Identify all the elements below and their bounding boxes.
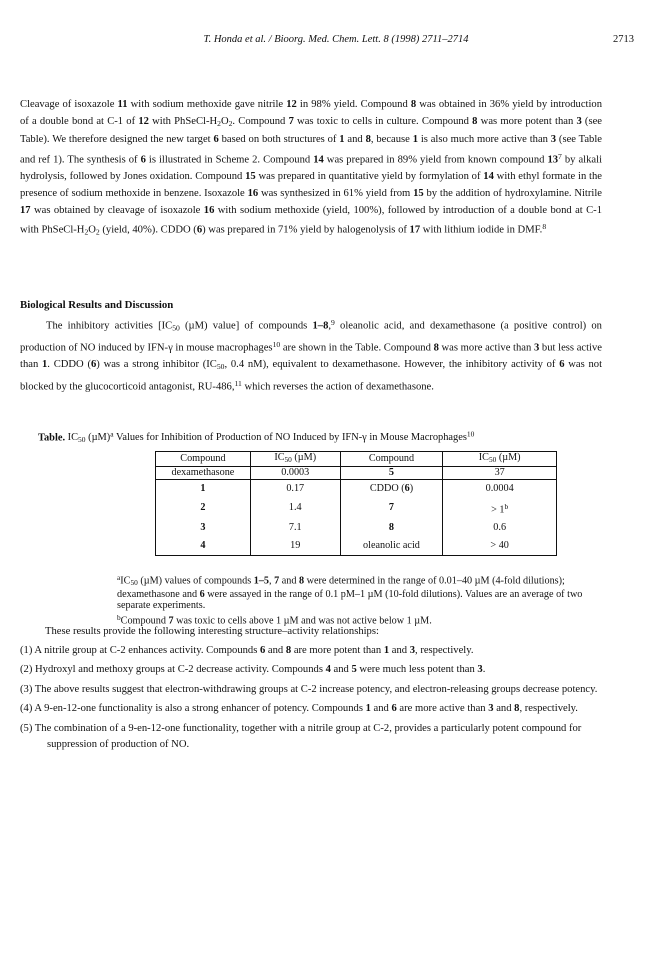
table-row bbox=[156, 498, 557, 519]
findings-list bbox=[20, 643, 602, 756]
table-cell: 0.6 bbox=[443, 519, 557, 537]
table-cell: 8 bbox=[340, 519, 443, 537]
column-header: $IC_{50}$ (µM) bbox=[443, 452, 557, 467]
column-header: $IC_{50}$ (µM) bbox=[250, 452, 340, 467]
table-cell: 2 bbox=[156, 498, 251, 519]
table-cell: oleanolic acid bbox=[340, 537, 443, 556]
table-footnotes bbox=[117, 572, 597, 627]
paragraph-synthesis: Cleavage of isoxazole 11 with sodium methoxide gave nitrile 12 in 98% yield. Compound 8 was obtained in 36% yield by introduction of a double bond at C-1 of 12 with PhSeCl-$H_2O_2$. Compound 7 was toxic to cells in culture. Compound 8 was more potent than 3 (see Table). We therefore designed the new target 6 based on both structures of 1 and 8, because 1 is also much more active than 3 (see Table and ref 1). The synthesis of 6 is illustrated in Scheme 2. Compound 14 was prepared in 89% yield from known compound $13^7$ by alkali hydrolysis, followed by Jones oxidation. Compound 15 was prepared in quantitative yield by formylation of 14 with ethyl formate in the presence of sodium methoxide in benzene. Isoxazole 16 was synthesized in 61% yield from 15 by the addition of hydroxylamine. Nitrile 17 was obtained by cleavage of isoxazole 16 with sodium methoxide (yield, 100%), followed by introduction of a double bond at C-1 with PhSeCl-$H_2O_2$ (yield, 40%). CDDO (6) was prepared in 71% yield by halogenolysis of 17 with lithium iodide in DMF.$^8$ bbox=[20, 99, 603, 237]
table-cell: > 40 bbox=[443, 537, 557, 556]
table-header-row bbox=[156, 452, 557, 467]
page-number: 2713 bbox=[613, 34, 634, 45]
table-body bbox=[156, 466, 557, 555]
footnote-b: $^b$Compound 7 was toxic to cells above 1 µM and was not active below 1 µM. bbox=[117, 612, 432, 627]
table-row bbox=[156, 466, 557, 479]
table-caption-label: Table. bbox=[38, 432, 66, 444]
ic50-table bbox=[155, 451, 557, 556]
table-caption bbox=[38, 430, 638, 444]
table-cell: 0.17 bbox=[250, 479, 340, 498]
table-row bbox=[156, 537, 557, 556]
table-cell: 0.0004 bbox=[443, 479, 557, 498]
table-cell: 1 bbox=[156, 479, 251, 498]
table-cell: 4 bbox=[156, 537, 251, 556]
table-cell: dexamethasone bbox=[156, 466, 251, 479]
section-heading: Biological Results and Discussion bbox=[20, 299, 174, 311]
running-title: T. Honda et al. / Bioorg. Med. Chem. Lett. 8 (1998) 2711–2714 bbox=[203, 34, 469, 45]
finding-item: (5) The combination of a 9-en-12-one functionality, together with a nitrile group at C-2, provides a particularly potent compound for suppression of production of NO. bbox=[20, 722, 582, 751]
table-cell: 0.0003 bbox=[250, 466, 340, 479]
finding-item: (4) A 9-en-12-one functionality is also a strong enhancer of potency. Compounds 1 and 6 are more active than 3 and 8, respectively. bbox=[20, 703, 578, 715]
table-cell: 7 bbox=[340, 498, 443, 519]
table-cell: 1.4 bbox=[250, 498, 340, 519]
table-cell: > $1^b$ bbox=[443, 498, 557, 519]
table-row bbox=[156, 519, 557, 537]
table-cell: 7.1 bbox=[250, 519, 340, 537]
table-cell: 19 bbox=[250, 537, 340, 556]
results-intro: These results provide the following interesting structure–activity relationships: bbox=[45, 626, 379, 637]
table-caption-text: $IC_{50}$ $(\mu M)^a$ Values for Inhibition of Production of NO Induced by IFN-γ in Mouse Macrophages$^{10}$ bbox=[65, 430, 475, 445]
table-row bbox=[156, 479, 557, 498]
table-cell: 3 bbox=[156, 519, 251, 537]
footnote-a: $^aIC_{50}$ (µM) values of compounds 1–5, 7 and 8 were determined in the range of 0.01–40 µM (4-fold dilutions); dexamethasone and 6 were assayed in the range of 0.1 pM–1 µM (10-fold dilutions). Values are an average of two separate experiments. bbox=[117, 573, 583, 612]
column-header: Compound bbox=[340, 452, 443, 467]
column-header: Compound bbox=[156, 452, 251, 467]
finding-item: (3) The above results suggest that electron-withdrawing groups at C-2 increase potency, and electron-releasing groups decrease potency. bbox=[20, 683, 598, 695]
table-cell: 5 bbox=[340, 466, 443, 479]
finding-item: (1) A nitrile group at C-2 enhances activity. Compounds 6 and 8 are more potent than 1 and 3, respectively. bbox=[20, 645, 474, 656]
finding-item: (2) Hydroxyl and methoxy groups at C-2 decrease activity. Compounds 4 and 5 were much less potent than 3. bbox=[20, 664, 486, 676]
page-header bbox=[0, 34, 672, 50]
table-cell: 37 bbox=[443, 466, 557, 479]
paragraph-biological-results: The inhibitory activities [$IC_{50}$ (µM) value] of compounds 1–8,$^9$ oleanolic acid, and dexamethasone (a positive control) on production of NO induced by IFN-γ in mouse macrophages$^{10}$ are shown in the Table. Compound 8 was more active than 3 but less active than 1. CDDO (6) was a strong inhibitor ($IC_{50}$, 0.4 nM), equivalent to dexamethasone. However, the inhibitory activity of 6 was not blocked by the glucocorticoid antagonist, RU-486,11 which reverses the action of dexamethasone. bbox=[20, 318, 603, 393]
table-cell: CDDO (6) bbox=[340, 479, 443, 498]
